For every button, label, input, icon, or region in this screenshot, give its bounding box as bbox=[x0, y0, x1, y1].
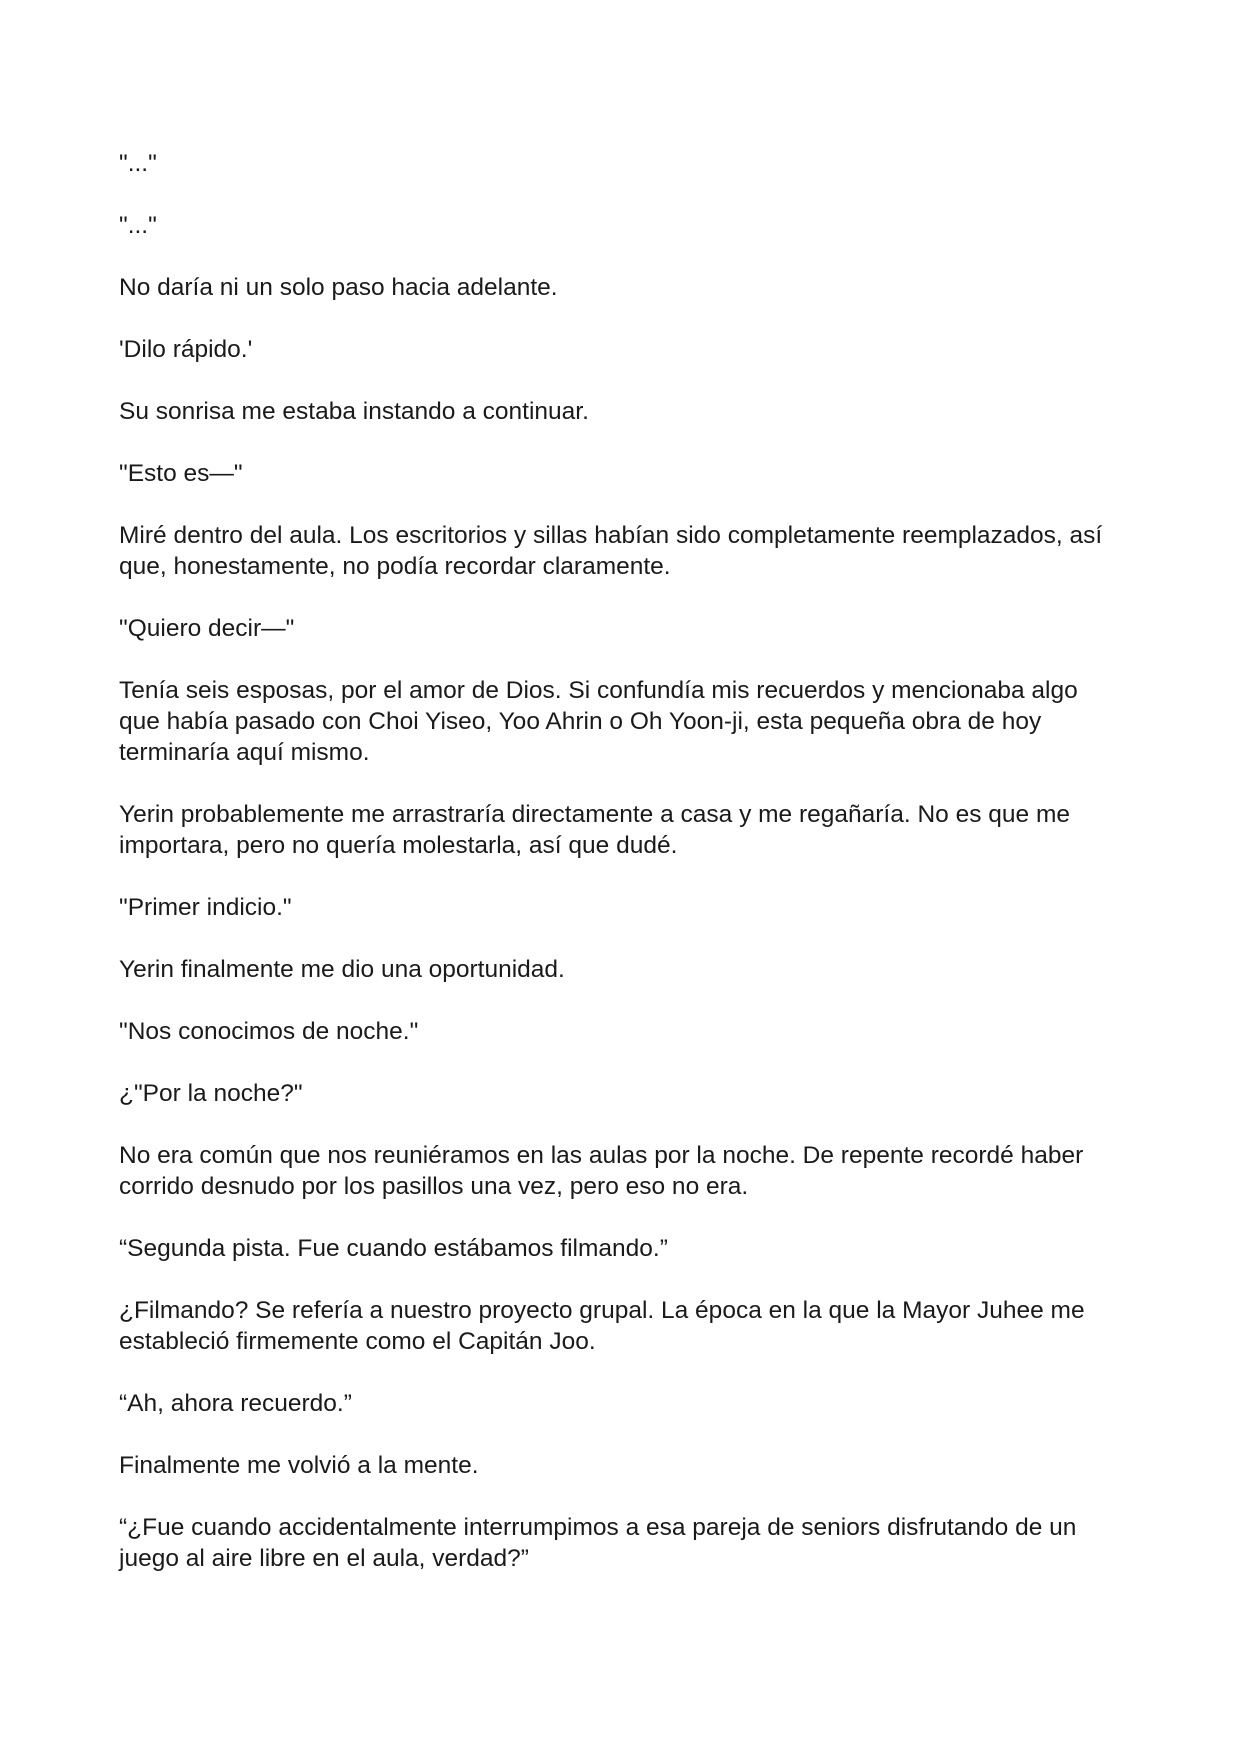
paragraph: Miré dentro del aula. Los escritorios y sillas habían sido completamente reemplazados, así que, honestamente, no podía recordar claramente. bbox=[119, 522, 1103, 580]
paragraph: “¿Fue cuando accidentalmente interrumpimos a esa pareja de seniors disfrutando de un juego al aire libre en el aula, verdad?” bbox=[119, 1514, 1077, 1572]
paragraph: "Nos conocimos de noche." bbox=[119, 1018, 419, 1045]
paragraph: Tenía seis esposas, por el amor de Dios. Si confundía mis recuerdos y mencionaba algo que había pasado con Choi Yiseo, Yoo Ahrin o Oh Yoon-ji, esta pequeña obra de hoy terminaría aquí mismo. bbox=[119, 677, 1078, 766]
paragraph: "Primer indicio." bbox=[119, 894, 292, 921]
paragraph: “Ah, ahora recuerdo.” bbox=[119, 1390, 352, 1417]
paragraph: "Quiero decir—" bbox=[119, 615, 295, 642]
paragraph: "..." bbox=[119, 150, 157, 177]
paragraph: ¿"Por la noche?" bbox=[119, 1080, 303, 1107]
paragraph: Yerin probablemente me arrastraría directamente a casa y me regañaría. No es que me importara, pero no quería molestarla, así que dudé. bbox=[119, 801, 1071, 859]
paragraph: Yerin finalmente me dio una oportunidad. bbox=[119, 956, 565, 983]
paragraph: 'Dilo rápido.' bbox=[119, 336, 253, 363]
paragraph: No daría ni un solo paso hacia adelante. bbox=[119, 274, 558, 301]
paragraph: ¿Filmando? Se refería a nuestro proyecto grupal. La época en la que la Mayor Juhee me estableció firmemente como el Capitán Joo. bbox=[119, 1297, 1085, 1355]
paragraph: Finalmente me volvió a la mente. bbox=[119, 1452, 479, 1479]
paragraph: “Segunda pista. Fue cuando estábamos filmando.” bbox=[119, 1235, 668, 1262]
paragraph: No era común que nos reuniéramos en las aulas por la noche. De repente recordé haber corrido desnudo por los pasillos una vez, pero eso no era. bbox=[119, 1142, 1084, 1200]
document-body bbox=[119, 148, 1119, 1605]
paragraph: "..." bbox=[119, 212, 157, 239]
paragraph: "Esto es—" bbox=[119, 460, 243, 487]
paragraph: Su sonrisa me estaba instando a continuar. bbox=[119, 398, 589, 425]
